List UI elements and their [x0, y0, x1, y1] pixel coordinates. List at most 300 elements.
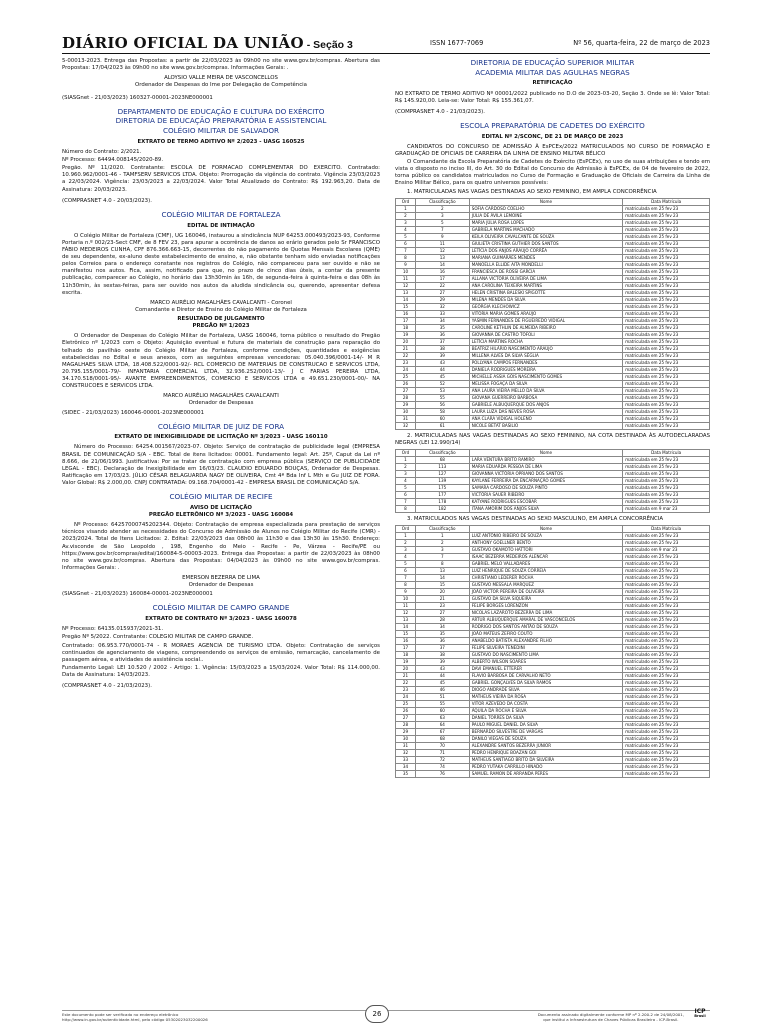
- table-row: [396, 722, 710, 729]
- masthead: [62, 34, 353, 52]
- cell-name: GABRIEL MELO VALLADARES: [469, 561, 623, 568]
- org-heading: COLÉGIO MILITAR DE CAMPO GRANDE: [152, 603, 290, 613]
- cell-classification: 39: [415, 659, 469, 666]
- cell-ord: 4: [396, 477, 416, 484]
- org-line: COLÉGIO MILITAR DE SALVADOR: [162, 126, 280, 136]
- table-row: [396, 345, 710, 352]
- cell-ord: 17: [396, 317, 416, 324]
- cell-ord: 16: [396, 310, 416, 317]
- cell-classification: 2: [415, 205, 469, 212]
- notice-title: EXTRATO DE INEXIGIBILIDADE DE LICITAÇÃO Nº 3/2023 - UASG 160110: [114, 434, 328, 441]
- table-row: [396, 750, 710, 757]
- table-row: [396, 366, 710, 373]
- cell-name: GUSTAVO DO NASCIMENTO LIMA: [469, 652, 623, 659]
- signature-block: [62, 393, 380, 407]
- table-row: [396, 401, 710, 408]
- table-row: [396, 610, 710, 617]
- cell-name: MATHEUS VIEIRA DA ROSA: [469, 694, 623, 701]
- cell-ord: 27: [396, 387, 416, 394]
- table-row: [396, 470, 710, 477]
- paragraph: Nº Processo: 64257000745202344. Objeto: Contratação de empresa especializada para prestação de serviços técnicos visando atender as necessidades do Concurso de Admissão de Alunos no Colégio Militar do Recife (CMR) - 2023/2024. Total de Itens Licitados: 2. Edital: 22/03/2023 das 08h00 às 11h30 e das 13h30 às 15h30. Endereço: Av.visconde de São Leopoldo , 198, Engenho do Meio - Recife - Pe, Várzea - Recife/PE ou https://www.gov.br/compras/edital/160084-5-00003-2023. Entrega das Propostas: a partir de 22/03/2023 às 08h00 no site www.gov.br/compras. Abertura das Propostas: 04/04/2023 às 09h00 no site www.gov.br/compras. Informações Gerais: .: [62, 522, 380, 571]
- cell-name: MATHEUS SANTIAGO BRITO DA SILVEIRA: [469, 757, 623, 764]
- cell-classification: 177: [415, 491, 469, 498]
- cell-ord: 34: [396, 764, 416, 771]
- cell-date: matriculado em 25 fev 23: [623, 589, 710, 596]
- cell-date: matriculada em 25 fev 23: [623, 352, 710, 359]
- cell-ord: 8: [396, 582, 416, 589]
- cell-name: DAVI EMANUEL ETTERER: [469, 666, 623, 673]
- cell-classification: 68: [415, 456, 469, 463]
- paragraph: Nº Processo: 64135.015937/2021-31.: [62, 626, 164, 633]
- cell-ord: 1: [396, 533, 416, 540]
- table-row: [396, 498, 710, 505]
- notice-title: RESULTADO DE JULGAMENTO: [177, 316, 265, 322]
- table-row: [396, 736, 710, 743]
- cell-name: ALBERTO WILSON SOARES: [469, 659, 623, 666]
- cell-name: KEILA OLIVEIRA CAVALCANTE DE SOUZA: [469, 233, 623, 240]
- cell-ord: 23: [396, 687, 416, 694]
- siasg-code: (SIASGnet - 21/03/2023) 160084-00001-2023NE000001: [62, 591, 213, 598]
- cell-ord: 29: [396, 401, 416, 408]
- cell-name: MILLENA ALVES DA SILVA SÉGLIA: [469, 352, 623, 359]
- cell-ord: 2: [396, 463, 416, 470]
- cell-name: GIOVANNA VICTÓRIA OPRIANO DOS SANTOS: [469, 470, 623, 477]
- cell-ord: 28: [396, 394, 416, 401]
- cell-classification: 27: [415, 289, 469, 296]
- cell-classification: 68: [415, 736, 469, 743]
- cell-name: NICOLE BETAT BASILIO: [469, 422, 623, 429]
- paragraph: Contratado: 06.953.770/0001-74 - R MORAES AGENCIA DE TURISMO LTDA. Objeto: Contratação de serviços continuados de agenciamento de viagens, compreendendo os serviços de emissão, remarcação, cancelamento de passagem aérea, e atividades de assistência social..: [62, 642, 380, 663]
- cell-classification: 51: [415, 694, 469, 701]
- cell-date: matriculada em 25 fev 23: [623, 338, 710, 345]
- cell-ord: 2: [396, 540, 416, 547]
- cell-classification: 14: [415, 575, 469, 582]
- siasg-code: (SIASGnet - 21/03/2023) 160327-00001-2023NE000001: [62, 94, 213, 101]
- cell-date: matriculado em 9 mar 23: [623, 547, 710, 554]
- paragraph: Fundamento Legal: LEI 10.520 / 2002 - Artigo: 1. Vigência: 15/03/2023 a 15/03/2024. Valor Total: R$ 114.000,00. Data de Assinatura: 14/03/2023.: [62, 664, 380, 679]
- cell-ord: 9: [396, 589, 416, 596]
- signature-line: que institui a Infraestrutura de Chaves Públicas Brasileira - ICP-Brasil.: [543, 1017, 679, 1023]
- cell-name: JÚLIA DE ÁVILA LEMOINE: [469, 212, 623, 219]
- cell-classification: 15: [415, 582, 469, 589]
- icp-brasil-logo: [690, 1009, 710, 1019]
- cell-name: LETÍCIA MARTINS ROCHA: [469, 338, 623, 345]
- cell-date: matriculado em 25 fev 23: [623, 750, 710, 757]
- table-row: [396, 652, 710, 659]
- cell-date: matriculado em 25 fev 23: [623, 687, 710, 694]
- cell-date: matriculada em 25 fev 23: [623, 498, 710, 505]
- cell-name: DANIELA RODRIGUES MOREIRA: [469, 366, 623, 373]
- table-row: [396, 240, 710, 247]
- cell-date: matriculada em 25 fev 23: [623, 345, 710, 352]
- cell-classification: 52: [415, 380, 469, 387]
- cell-date: matriculada em 25 fev 23: [623, 470, 710, 477]
- table-row: [396, 589, 710, 596]
- notice-title: EDITAL DE INTIMAÇÃO: [187, 222, 255, 229]
- cell-name: DANIEL TORRES DA SILVA: [469, 715, 623, 722]
- table-row: [396, 422, 710, 429]
- cell-ord: 11: [396, 603, 416, 610]
- cell-classification: 16: [415, 268, 469, 275]
- cell-name: ISAAC BEZERRA MEDEIROS ALENCAR: [469, 554, 623, 561]
- notice-subtitle: PREGÃO Nº 1/2023: [192, 323, 250, 330]
- cell-ord: 29: [396, 729, 416, 736]
- table-row: [396, 317, 710, 324]
- cell-date: matriculado em 25 fev 23: [623, 610, 710, 617]
- cell-date: matriculada em 25 fev 23: [623, 463, 710, 470]
- cell-date: matriculado em 25 fev 23: [623, 764, 710, 771]
- table-row: [396, 575, 710, 582]
- cell-classification: 35: [415, 324, 469, 331]
- cell-date: matriculado em 25 fev 23: [623, 638, 710, 645]
- cell-name: SAMUEL RAMON DE ARRANDA PERES: [469, 771, 623, 778]
- cell-name: SOFIA CARDOSO COELHO: [469, 205, 623, 212]
- cell-ord: 12: [396, 610, 416, 617]
- cell-date: matriculada em 25 fev 23: [623, 282, 710, 289]
- table-row: [396, 219, 710, 226]
- table-row: [396, 380, 710, 387]
- cell-date: matriculada em 25 fev 23: [623, 484, 710, 491]
- cell-date: matriculada em 25 fev 23: [623, 324, 710, 331]
- cell-classification: 28: [415, 617, 469, 624]
- cell-date: matriculado em 25 fev 23: [623, 694, 710, 701]
- cell-ord: 26: [396, 708, 416, 715]
- cell-date: matriculada em 25 fev 23: [623, 387, 710, 394]
- cell-classification: 17: [415, 275, 469, 282]
- enrollment-table-3: [395, 525, 710, 778]
- cell-ord: 35: [396, 771, 416, 778]
- signature-block: [62, 575, 380, 589]
- cell-date: matriculada em 25 fev 23: [623, 317, 710, 324]
- cell-ord: 4: [396, 554, 416, 561]
- cell-date: matriculado em 25 fev 23: [623, 771, 710, 778]
- cell-classification: 178: [415, 498, 469, 505]
- cell-classification: 29: [415, 296, 469, 303]
- paragraph: Pregão. Nº 11/2020. Contratante: ESCOLA DE FORMACAO COMPLEMENTAR DO EXERCITO. Contratado: 10.960.962/0001-46 - TAMFSERV SERVICOS LTDA. Objeto: Prorrogação da vigência do contrato. Vigência 23/03/2023 a 22/03/2024. Vigência: 23/03/2023 a 22/03/2024. Valor Total Atualizado do Contrato: R$ 192.963,20. Data de Assinatura: 20/03/2023.: [62, 165, 380, 193]
- page-number: 26: [365, 1005, 389, 1023]
- cell-classification: 182: [415, 505, 469, 512]
- table-row: [396, 254, 710, 261]
- cell-date: matriculado em 25 fev 23: [623, 617, 710, 624]
- table-row: [396, 247, 710, 254]
- org-heading: COLÉGIO MILITAR DE JUIZ DE FORA: [157, 421, 285, 431]
- signature-block: [62, 300, 380, 314]
- table-row: [396, 687, 710, 694]
- cell-ord: 26: [396, 380, 416, 387]
- cell-date: matriculado em 25 fev 23: [623, 743, 710, 750]
- cell-name: FRANCIESCA DE ROSSI GARCIA: [469, 268, 623, 275]
- cell-classification: 9: [415, 233, 469, 240]
- table-row: [396, 324, 710, 331]
- icp-text: ICP: [694, 1008, 706, 1015]
- cell-ord: 4: [396, 226, 416, 233]
- table-row: [396, 715, 710, 722]
- cell-date: matriculado em 25 fev 23: [623, 673, 710, 680]
- cell-date: matriculado em 25 fev 23: [623, 736, 710, 743]
- cell-classification: 64: [415, 722, 469, 729]
- cell-classification: 7: [415, 554, 469, 561]
- table-row: [396, 645, 710, 652]
- cell-name: NICOLAS LAZAROTO BEZERRA DE LIMA: [469, 610, 623, 617]
- cell-date: matriculada em 25 fev 23: [623, 240, 710, 247]
- cell-name: YASMIN FERNANDES DE FIGUEIREDO VIDIGAL: [469, 317, 623, 324]
- cell-ord: 15: [396, 631, 416, 638]
- table-row: [396, 547, 710, 554]
- cell-ord: 30: [396, 408, 416, 415]
- cell-ord: 17: [396, 645, 416, 652]
- col-header-ord: Ord: [396, 526, 416, 533]
- cell-name: POLLYANA CAMPOS FERNANDES: [469, 359, 623, 366]
- table-row: [396, 359, 710, 366]
- table-row: [396, 331, 710, 338]
- cell-date: matriculado em 25 fev 23: [623, 582, 710, 589]
- cell-classification: 23: [415, 603, 469, 610]
- cell-date: matriculado em 25 fev 23: [623, 666, 710, 673]
- cell-classification: 38: [415, 345, 469, 352]
- page-header: [62, 34, 710, 54]
- cell-ord: 7: [396, 247, 416, 254]
- cell-classification: 36: [415, 638, 469, 645]
- cell-classification: 27: [415, 610, 469, 617]
- cell-date: matriculada em 25 fev 23: [623, 219, 710, 226]
- cell-date: matriculada em 25 fev 23: [623, 310, 710, 317]
- cell-ord: 11: [396, 275, 416, 282]
- cell-name: ITANA AMORIM DOS ANJOS SILVA: [469, 505, 623, 512]
- signatory-name: ALOYSIO VALLE MEIRA DE VASCONCELLOS: [164, 75, 278, 82]
- table-row: [396, 477, 710, 484]
- cell-name: RODRIGO DOS SANTOS ANTÃO DE SOUZA: [469, 624, 623, 631]
- signatory-name: EMERSON BEZERRA DE LIMA: [182, 575, 260, 582]
- table-row: [396, 226, 710, 233]
- cell-name: GABRIEL GONÇALVES DA SILVA RAMOS: [469, 680, 623, 687]
- cell-name: ANTHONY GOELLNER BENTO: [469, 540, 623, 547]
- cell-name: VITOR AZEVEDO DA COSTA: [469, 701, 623, 708]
- cell-classification: 63: [415, 715, 469, 722]
- signature-line: Documento assinado digitalmente conforme MP nº 2.200-2 de 24/08/2001,: [537, 1012, 684, 1017]
- table-row: [396, 456, 710, 463]
- cell-classification: 37: [415, 338, 469, 345]
- signatory-name: MARCO AURÉLIO MAGALHÃES CAVALCANTI: [163, 393, 279, 400]
- enrollment-table-2: [395, 449, 710, 513]
- col-header-date: Data Matrícula: [623, 449, 710, 456]
- cell-classification: 175: [415, 484, 469, 491]
- cell-name: VICTÓRIA SAUER RIBEIRO: [469, 491, 623, 498]
- cell-date: matriculado em 25 fev 23: [623, 631, 710, 638]
- cell-date: matriculado em 25 fev 23: [623, 757, 710, 764]
- table-row: [396, 233, 710, 240]
- table-row: [396, 505, 710, 512]
- cell-ord: 20: [396, 338, 416, 345]
- cell-date: matriculado em 25 fev 23: [623, 603, 710, 610]
- cell-date: matriculado em 25 fev 23: [623, 624, 710, 631]
- cell-ord: 7: [396, 498, 416, 505]
- org-heading: ESCOLA PREPARATÓRIA DE CADETES DO EXÉRCITO: [460, 120, 645, 130]
- notice-title: EXTRATO DE CONTRATO Nº 3/2023 - UASG 160078: [145, 616, 297, 623]
- org-line: ACADEMIA MILITAR DAS AGULHAS NEGRAS: [475, 67, 630, 77]
- cell-name: FELIPE SILVEIRA TENEDINI: [469, 645, 623, 652]
- table-row: [396, 296, 710, 303]
- cell-classification: 127: [415, 470, 469, 477]
- cell-name: ÁQUILA DA ROCHA E SILVA: [469, 708, 623, 715]
- cell-name: ALLANA VICTÓRIA OLIVEIRA DE LIMA: [469, 275, 623, 282]
- table-row: [396, 701, 710, 708]
- cell-date: matriculado em 25 fev 23: [623, 568, 710, 575]
- cell-date: matriculado em 25 fev 23: [623, 554, 710, 561]
- cell-ord: 24: [396, 694, 416, 701]
- cell-date: matriculado em 25 fev 23: [623, 540, 710, 547]
- notice-subtitle: PREGÃO ELETRÔNICO Nº 3/2023 - UASG 160084: [148, 512, 294, 519]
- cell-name: GIOVANNA DE CASTRO TÓFOLI: [469, 331, 623, 338]
- issn: ISSN 1677-7069: [430, 39, 484, 47]
- table-row: [396, 491, 710, 498]
- table-header-row: [396, 198, 710, 205]
- cell-name: MILENA MENDES DA SILVA: [469, 296, 623, 303]
- table-row: [396, 338, 710, 345]
- signatory-role: Ordenador de Despesas do Ime por Delegação de Competência: [135, 82, 307, 89]
- cell-ord: 22: [396, 352, 416, 359]
- cell-ord: 19: [396, 659, 416, 666]
- cell-classification: 44: [415, 673, 469, 680]
- col-header-date: Data Matrícula: [623, 526, 710, 533]
- cell-ord: 6: [396, 240, 416, 247]
- section-heading: 1. MATRICULADAS NAS VAGAS DESTINADAS AO SEXO FEMININO, EM AMPLA CONCORRÊNCIA: [407, 188, 657, 195]
- cell-date: matriculada em 25 fev 23: [623, 254, 710, 261]
- cell-date: matriculado em 25 fev 23: [623, 708, 710, 715]
- cell-date: matriculada em 25 fev 23: [623, 289, 710, 296]
- notice-title: AVISO DE LICITAÇÃO: [190, 504, 252, 511]
- cell-ord: 10: [396, 596, 416, 603]
- notice-title: EDITAL Nº 2/SCONC, DE 21 DE MARÇO DE 2023: [481, 133, 624, 140]
- table-row: [396, 387, 710, 394]
- comprasnet-code: (COMPRASNET 4.0 - 21/03/2023).: [395, 108, 485, 115]
- cell-date: matriculada em 25 fev 23: [623, 296, 710, 303]
- cell-name: VITÓRIA MARIA GOMES ARAÚJO: [469, 310, 623, 317]
- cell-date: matriculada em 25 fev 23: [623, 303, 710, 310]
- cell-classification: 3: [415, 212, 469, 219]
- table-row: [396, 408, 710, 415]
- cell-date: matriculada em 25 fev 23: [623, 275, 710, 282]
- comprasnet-code: (COMPRASNET 4.0 - 20/03/2023).: [62, 197, 152, 204]
- cell-ord: 18: [396, 324, 416, 331]
- cell-ord: 13: [396, 617, 416, 624]
- cell-name: ANA CLARA VIDIGAL HOLENO: [469, 415, 623, 422]
- table-row: [396, 568, 710, 575]
- cell-date: matriculado em 25 fev 23: [623, 729, 710, 736]
- cell-classification: 33: [415, 310, 469, 317]
- cell-name: LAURA LUZA DAS NEVES ROSA: [469, 408, 623, 415]
- paragraph: O Comandante da Escola Preparatória de Cadetes do Exército (EsPCEx), no uso de suas atribuições e tendo em vista o disposto no inciso III, do Art. 30 do Edital do Concurso de Admissão à EsPCEx, de 04 de fevereiro de 2022, torna público os candidatos matriculados no Curso de Formação e Graduação de Oficiais de Carreira da Linha de Ensino Militar Bélico, para os quatro universos possíveis:: [395, 159, 710, 187]
- cell-classification: 60: [415, 708, 469, 715]
- table-row: [396, 764, 710, 771]
- section-heading: 2. MATRICULADAS NAS VAGAS DESTINADAS AO SEXO FEMININO, NA COTA DESTINADA ÀS AUTODECLARADAS NEGRAS (LEI 12.990/14): [395, 432, 710, 446]
- cell-date: matriculada em 25 fev 23: [623, 456, 710, 463]
- cell-date: matriculada em 25 fev 23: [623, 212, 710, 219]
- cell-date: matriculada em 25 fev 23: [623, 233, 710, 240]
- cell-ord: 20: [396, 666, 416, 673]
- cell-date: matriculado em 25 fev 23: [623, 533, 710, 540]
- table-row: [396, 673, 710, 680]
- table-row: [396, 394, 710, 401]
- cell-classification: 55: [415, 394, 469, 401]
- cell-ord: 12: [396, 282, 416, 289]
- cell-name: ANA CAROLINA TEIXEIRA MARTINS: [469, 282, 623, 289]
- table-row: [396, 310, 710, 317]
- cell-date: matriculada em 25 fev 23: [623, 261, 710, 268]
- org-heading: COLÉGIO MILITAR DE RECIFE: [169, 492, 273, 502]
- cell-ord: 32: [396, 750, 416, 757]
- cell-classification: 20: [415, 589, 469, 596]
- table-row: [396, 303, 710, 310]
- cell-classification: 43: [415, 666, 469, 673]
- cell-name: FELIPE BORGES LORENZON: [469, 603, 623, 610]
- table-row: [396, 261, 710, 268]
- section-label: - Seção 3: [303, 39, 353, 51]
- cell-name: BERNARDO SILVESTRE DE VARGAS: [469, 729, 623, 736]
- table-row: [396, 282, 710, 289]
- cell-name: DANILO VIEGAS DE SOUZA: [469, 736, 623, 743]
- cell-date: matriculada em 25 fev 23: [623, 401, 710, 408]
- cell-name: GABRIELA MARTINS MACHADO: [469, 226, 623, 233]
- table-row: [396, 554, 710, 561]
- cell-date: matriculada em 25 fev 23: [623, 380, 710, 387]
- cell-classification: 5: [415, 219, 469, 226]
- cell-classification: 55: [415, 701, 469, 708]
- cell-classification: 113: [415, 463, 469, 470]
- paragraph: NO EXTRATO DE TERMO ADITIVO Nº 00001/2022 publicado no D.O de 2023-03-20, Seção 3. Onde se lê: Valor Total: R$ 145.920,00. Leia-se: Valor Total: R$ 155.361,07.: [395, 90, 710, 104]
- cell-ord: 5: [396, 233, 416, 240]
- cell-ord: 25: [396, 373, 416, 380]
- table-row: [396, 415, 710, 422]
- cell-date: matriculada em 25 fev 23: [623, 415, 710, 422]
- col-header-name: Nome: [469, 526, 623, 533]
- table-row: [396, 484, 710, 491]
- cell-name: JOÃO MATEUS ZEFIRO COUTO: [469, 631, 623, 638]
- cell-classification: 38: [415, 652, 469, 659]
- cell-ord: 24: [396, 366, 416, 373]
- cell-classification: 45: [415, 373, 469, 380]
- table-row: [396, 708, 710, 715]
- table-row: [396, 631, 710, 638]
- cell-name: PEDRO YUTAKA CARRILLO HINADO: [469, 764, 623, 771]
- cell-classification: 1: [415, 533, 469, 540]
- cell-ord: 16: [396, 638, 416, 645]
- cell-date: matriculado em 25 fev 23: [623, 575, 710, 582]
- cell-name: MANOELLA ELLIDE AITA MONDELLI: [469, 261, 623, 268]
- org-line: DIRETORIA DE EDUCAÇÃO PREPARATÓRIA E ASSISTENCIAL: [115, 116, 327, 126]
- table-row: [396, 771, 710, 778]
- cell-date: matriculado em 25 fev 23: [623, 680, 710, 687]
- cell-ord: 8: [396, 505, 416, 512]
- cell-ord: 1: [396, 456, 416, 463]
- cell-ord: 2: [396, 212, 416, 219]
- col-header-class: Classificação: [415, 526, 469, 533]
- paragraph: 5-00013-2023. Entrega das Propostas: a partir de 22/03/2023 às 09h00 no site www.gov.br/compras. Abertura das Propostas: 17/04/2023 às 09h00 no site www.gov.br/compras. Informações Gerais: .: [62, 58, 380, 72]
- table-row: [396, 603, 710, 610]
- paragraph: Nº Processo: 64494.008145/2020-89.: [62, 157, 164, 164]
- cell-ord: 21: [396, 345, 416, 352]
- cell-ord: 18: [396, 652, 416, 659]
- table-row: [396, 275, 710, 282]
- cell-name: MARIA EDUARDA PESSOA DE LIMA: [469, 463, 623, 470]
- table-row: [396, 638, 710, 645]
- cell-name: GUSTAVO DA SILVA SIQUEIRA: [469, 596, 623, 603]
- cell-ord: 32: [396, 422, 416, 429]
- table-row: [396, 352, 710, 359]
- cell-ord: 3: [396, 547, 416, 554]
- cell-ord: 14: [396, 624, 416, 631]
- cell-classification: 46: [415, 687, 469, 694]
- cell-classification: 13: [415, 254, 469, 261]
